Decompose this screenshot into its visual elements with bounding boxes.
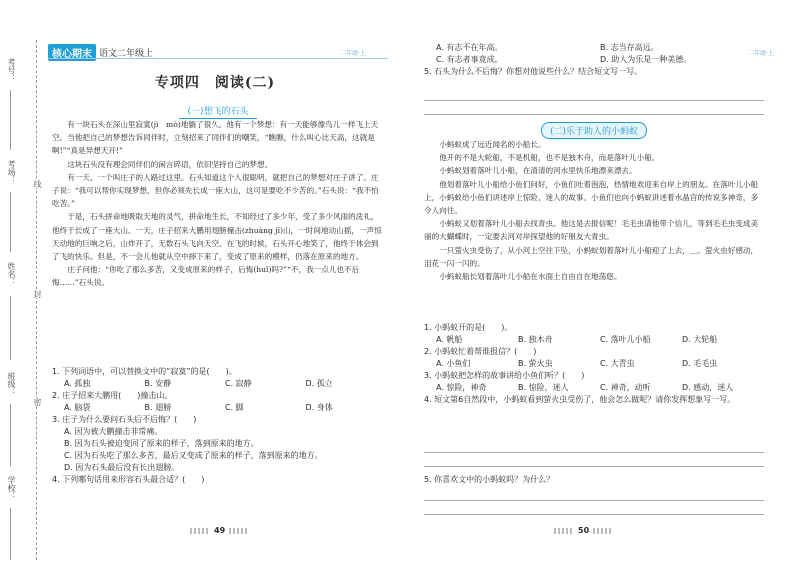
margin-label-name: 姓名： [7,262,16,286]
option[interactable]: D. 因为石头最后没有长出翅膀。 [64,463,180,472]
question-options [424,54,764,66]
option[interactable]: B. 志当存高远。 [600,43,659,52]
question-stem: 5. 石头为什么不后悔？你想对他说些什么？结合短文写一写。 [424,67,643,76]
exam-room-blank[interactable] [10,192,11,252]
option[interactable]: B. 安静 [144,379,172,388]
answer-line[interactable] [424,114,764,115]
option[interactable]: A. 小鱼们 [436,359,471,368]
option[interactable]: B. 独木舟 [518,335,553,344]
margin-label-exam-no: 考号： [7,58,16,82]
option[interactable]: D. 感动，迷人 [682,383,734,392]
page-number: 50 [550,526,617,535]
question-options [52,378,386,390]
answer-line[interactable] [424,466,764,467]
exam-no-blank[interactable] [10,90,11,150]
option[interactable]: D. 助人为乐是一种美德。 [600,55,692,64]
question-stem: 2. 小蚂蚁忙着帮谁报信？( ) [424,347,537,356]
margin-label-class: 班级： [7,372,16,396]
option[interactable]: D. 孤立 [305,379,333,388]
page-title: 专项四 阅读(二) [154,75,276,91]
question-stem: 3. 庄子为什么要问石头后不后悔？( ) [52,415,197,424]
answer-line[interactable] [424,500,764,501]
option[interactable]: B. 萤火虫 [518,359,553,368]
option[interactable]: C. 因为石头吃了那么多苦，最后又变成了原来的样子，落到原来的地方。 [64,451,323,460]
option[interactable]: A. 因为被大鹏撞击非常痛。 [64,427,163,436]
page-number: 49 [186,526,253,535]
option[interactable]: C. 脚 [225,403,244,412]
option[interactable]: C. 落叶儿小船 [600,335,651,344]
paragraph: 他划着落叶儿小船给小鱼们问好，小鱼们吐着泡泡，热情地欢迎来自岸上的朋友。在落叶儿小船上，小蚂蚁给小鱼们讲述岸上惊险、迷人的故事。小鱼们也向小蚂蚁讲述着水晶宫的传说多神奇，多令人向往。 [424,179,759,216]
option[interactable]: A. 孤独 [64,379,91,388]
header-rule [48,58,388,59]
section-title-text: (二)乐于助人的小蚂蚁 [541,122,647,139]
paragraph: 庄子问他：“你吃了那么多苦，又变成原来的样子，后悔(huǐ)吗?”“不，我一点儿也不后悔……”石头说。 [52,265,360,288]
margin-label-exam-room: 考场： [7,160,16,184]
passage-stone [52,118,386,290]
section-title-text: (一)想飞的石头 [179,103,256,119]
option[interactable]: B. 惊险，迷人 [518,383,569,392]
option[interactable]: C. 大青虫 [600,359,635,368]
question-options [424,334,764,346]
name-blank[interactable] [10,296,11,360]
paragraph: 小蚂蚁划着落叶儿小船，在清清的河水里快乐地漂来漂去。 [439,166,637,176]
question-options [424,358,764,370]
option[interactable]: D. 身体 [305,403,333,412]
option[interactable]: A. 有志不在年高。 [436,43,503,52]
option[interactable]: A. 帆船 [436,335,463,344]
right-page [400,0,800,576]
question-stem: 4. 短文第6自然段中，小蚂蚁看到萤火虫受伤了，他会怎么做呢？请你发挥想象写一写。 [424,395,736,404]
option[interactable]: C. 神奇，动听 [600,383,651,392]
question-options [424,42,764,54]
paragraph: 有一块石头在深山里寂寞(jì mò)地躺了很久。他有一个梦想：有一天能够像鸟儿一样飞上天空。当他把自己的梦想告诉同伴时，立刻招来了同伴们的嘲笑，“瞧瞧，什么叫心比天高，这就是啊!”“真是异想天开!” [52,120,379,156]
school-blank[interactable] [10,508,11,560]
option[interactable]: D. 大轮船 [682,335,718,344]
header-note: 二年级·上 [340,50,366,57]
option[interactable]: C. 有志者事竟成。 [436,55,503,64]
paragraph: 小蚂蚁船长划着落叶儿小船在水面上自由自在地荡悠。 [439,272,622,282]
questions-stone [52,366,386,486]
answer-line[interactable] [424,452,764,453]
question-stem: 4. 下列哪句话用来形容石头最合适？( ) [52,475,205,484]
cut-mark-seal: 封 [33,290,42,298]
option[interactable]: D. 毛毛虫 [682,359,718,368]
answer-line[interactable] [424,514,764,515]
option[interactable]: A. 惊险，神奇 [436,383,487,392]
paragraph: 一只萤火虫受伤了，从小河上空往下坠，小蚂蚁划着落叶儿小船迎了上去，＿。萤火虫好感动，泪花一闪一闪的。 [424,245,759,268]
paragraph: 于是，石头拼命地吸取天地的灵气，拼命地生长，不知经过了多少年，受了多少风雨的洗礼，他终于长成了一座大山。一天，庄子招来大鹏用翅膀撞击(zhuàng jī)山，一时间地动山摇，一声惊天动地的巨响之后，山炸开了，无数石头飞向天空。在飞的时候，石头开心地笑了，他终于体会到了飞的快乐。但是，不一会儿他就从空中摔下来了，变成了原来的模样，仍落在原来的地方。 [52,212,382,262]
answer-line[interactable] [424,100,764,101]
class-blank[interactable] [10,404,11,466]
option[interactable]: A. 脑袋 [64,403,91,412]
cut-mark-secret: 密 [33,398,42,406]
questions-stone-continued [424,42,764,78]
cut-line [36,40,37,560]
subject-label: 语文二年级上 [99,49,154,59]
option[interactable]: B. 翅膀 [144,403,172,412]
question-options [424,382,764,394]
cut-mark-line: 线 [33,180,42,188]
section-title-stone [50,103,386,119]
paragraph: 有一天，一个叫庄子的人路过这里。石头知道这个人很聪明，就把自己的梦想对庄子讲了。庄子说：“我可以帮你实现梦想，但你必须先长成一座大山，这可是要吃不少苦的。”石头说：“我不怕吃苦。” [52,172,379,209]
option[interactable]: B. 因为石头被迫变回了原来的样子，落到原来的地方。 [64,439,259,448]
brand-logo: 核心期末 [48,44,96,61]
question-options [52,402,386,414]
passage-ant [424,138,764,283]
option[interactable]: C. 寂静 [225,379,252,388]
question-stem: 5. 你喜欢文中的小蚂蚁吗？为什么？ [424,475,555,484]
question-5-ant [424,474,764,486]
paragraph: 小蚂蚁又划着落叶儿小船去找青虫。他这是去报信呢！毛毛虫请他带个信儿，等到毛毛虫变成美丽的大蝴蝶时，一定要去河对岸探望他的好朋友大青虫。 [424,219,759,242]
questions-ant [424,322,764,406]
margin-label-school: 学校： [7,476,16,500]
question-stem: 3. 小蚂蚁把怎样的故事讲给小鱼们听？( ) [424,371,585,380]
header-note-right: 二年级·上 [748,50,774,57]
paragraph: 他开的不是大轮船，不是机船，也不是独木舟，而是落叶儿小船。 [439,153,660,163]
question-stem: 1. 下列词语中，可以替换文中的“寂寞”的是( )。 [52,367,237,376]
question-stem: 2. 庄子招来大鹏用( )撞击山。 [52,391,173,400]
paragraph: 小蚂蚁成了远近闻名的小船长。 [439,140,546,149]
section-title-ant [424,122,764,139]
question-stem: 1. 小蚂蚁开的是( )。 [424,323,513,332]
paragraph: 这块石头没有理会同伴们的闲言碎语，依旧坚持自己的梦想。 [67,159,273,169]
